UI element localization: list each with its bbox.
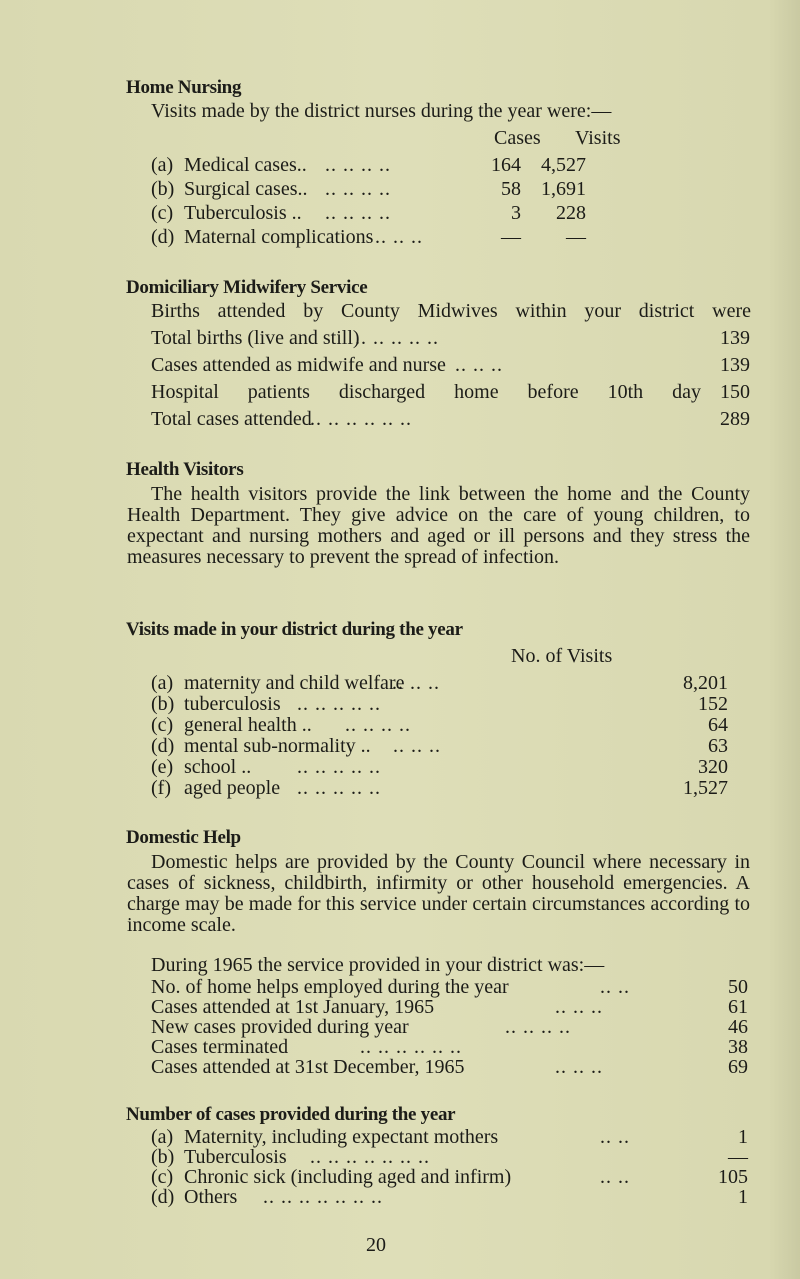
domestic-help-paragraph bbox=[127, 852, 750, 936]
row-label: Cases attended at 1st January, 1965 bbox=[151, 996, 435, 1018]
section-heading-cases-provided: Number of cases provided during the year bbox=[126, 1104, 456, 1125]
leader-dots: .. .. .. .. bbox=[325, 178, 391, 200]
leader-dots: .. .. .. bbox=[455, 354, 503, 376]
row-label: Hospital patients discharged home before 10th day bbox=[151, 381, 701, 403]
visits-value: 4,527 bbox=[541, 154, 586, 176]
row-label: Surgical cases.. bbox=[184, 178, 308, 200]
leader-dots: .. .. bbox=[600, 1166, 630, 1188]
section-heading-midwifery: Domiciliary Midwifery Service bbox=[126, 277, 368, 298]
leader-dots: .. .. .. .. bbox=[345, 714, 411, 736]
domestic-help-intro: During 1965 the service provided in your district was:— bbox=[151, 954, 605, 976]
row-label: maternity and child welfare bbox=[184, 672, 405, 694]
column-header-visits: Visits bbox=[575, 127, 621, 149]
row-value: 64 bbox=[708, 714, 728, 736]
row-value: 1 bbox=[738, 1126, 748, 1148]
row-label: Tuberculosis bbox=[184, 1146, 287, 1168]
section-heading-visits-district: Visits made in your district during the year bbox=[126, 619, 463, 640]
page-number: 20 bbox=[366, 1234, 386, 1256]
leader-dots: .. .. .. bbox=[392, 672, 440, 694]
cases-value: 58 bbox=[501, 178, 521, 200]
leader-dots: .. .. .. .. .. bbox=[297, 756, 381, 778]
row-value: 105 bbox=[718, 1166, 748, 1188]
row-value: 320 bbox=[698, 756, 728, 778]
row-value: — bbox=[728, 1146, 748, 1168]
leader-dots: .. .. .. .. .. .. .. bbox=[310, 1146, 430, 1168]
row-label: school .. bbox=[184, 756, 252, 778]
row-label: Maternal complications bbox=[184, 226, 374, 248]
row-key: (c) bbox=[151, 202, 174, 224]
leader-dots: .. .. .. .. bbox=[325, 154, 391, 176]
row-value: 63 bbox=[708, 735, 728, 757]
row-value: 1 bbox=[738, 1186, 748, 1208]
row-key: (d) bbox=[151, 226, 175, 248]
row-label: general health .. bbox=[184, 714, 312, 736]
cases-value: 164 bbox=[491, 154, 521, 176]
row-key: (d) bbox=[151, 735, 175, 757]
row-key: (b) bbox=[151, 178, 175, 200]
leader-dots: .. .. .. .. bbox=[325, 202, 391, 224]
cases-value: — bbox=[501, 226, 521, 248]
row-value: 1,527 bbox=[683, 777, 728, 799]
row-value: 69 bbox=[728, 1056, 748, 1078]
leader-dots: .. .. .. bbox=[555, 1056, 603, 1078]
row-label: No. of home helps employed during the year bbox=[151, 976, 509, 998]
leader-dots: .. .. .. bbox=[375, 226, 423, 248]
row-label: Medical cases.. bbox=[184, 154, 307, 176]
row-label: Total births (live and still) bbox=[151, 327, 360, 349]
row-key: (b) bbox=[151, 693, 175, 715]
row-key: (a) bbox=[151, 1126, 174, 1148]
visits-value: 1,691 bbox=[541, 178, 586, 200]
home-nursing-intro: Visits made by the district nurses during the year were:— bbox=[151, 100, 612, 122]
row-key: (c) bbox=[151, 1166, 174, 1188]
row-value: 139 bbox=[720, 354, 750, 376]
leader-dots: .. .. .. .. bbox=[505, 1016, 571, 1038]
leader-dots: .. .. .. .. .. bbox=[297, 693, 381, 715]
row-value: 61 bbox=[728, 996, 748, 1018]
section-heading-domestic-help: Domestic Help bbox=[126, 827, 241, 848]
row-value: 150 bbox=[720, 381, 750, 403]
leader-dots: .. .. .. .. .. .. bbox=[310, 408, 412, 430]
row-label: Chronic sick (including aged and infirm) bbox=[184, 1166, 512, 1188]
column-header-no-of-visits: No. of Visits bbox=[511, 645, 613, 667]
cases-value: 3 bbox=[511, 202, 521, 224]
row-label: New cases provided during year bbox=[151, 1016, 409, 1038]
row-value: 152 bbox=[698, 693, 728, 715]
row-label: Cases attended at 31st December, 1965 bbox=[151, 1056, 465, 1078]
leader-dots: .. .. .. .. .. bbox=[297, 777, 381, 799]
section-heading-health-visitors: Health Visitors bbox=[126, 459, 244, 480]
row-key: (e) bbox=[151, 756, 174, 778]
section-heading-home-nursing: Home Nursing bbox=[126, 77, 242, 98]
row-label: Total cases attended bbox=[151, 408, 312, 430]
row-label: aged people bbox=[184, 777, 281, 799]
paragraph-text: Domestic helps are provided by the County Council where necessary in cases of sickness, childbirth, infirmity or other household emergencies. A charge may be made for this service under certain circumstances according to income scale. bbox=[127, 851, 750, 936]
row-value: 289 bbox=[720, 408, 750, 430]
leader-dots: .. .. .. .. .. .. bbox=[360, 1036, 462, 1058]
leader-dots: .. .. .. bbox=[393, 735, 441, 757]
row-label: Others bbox=[184, 1186, 238, 1208]
row-label: tuberculosis bbox=[184, 693, 281, 715]
row-key: (f) bbox=[151, 777, 171, 799]
row-value: 38 bbox=[728, 1036, 748, 1058]
health-visitors-paragraph bbox=[127, 484, 750, 568]
leader-dots: .. .. bbox=[600, 976, 630, 998]
row-label: mental sub-normality .. bbox=[184, 735, 371, 757]
row-label: Maternity, including expectant mothers bbox=[184, 1126, 499, 1148]
row-label: Cases terminated bbox=[151, 1036, 289, 1058]
column-header-cases: Cases bbox=[494, 127, 541, 149]
row-value: 8,201 bbox=[683, 672, 728, 694]
row-label: Cases attended as midwife and nurse bbox=[151, 354, 446, 376]
leader-dots: .. .. .. .. .. .. .. bbox=[263, 1186, 383, 1208]
row-key: (a) bbox=[151, 672, 174, 694]
row-value: 50 bbox=[728, 976, 748, 998]
row-label: Tuberculosis .. bbox=[184, 202, 302, 224]
paragraph-text: The health visitors provide the link between the home and the County Health Department. They give advice on the care of young children, to expectant and nursing mothers and aged or ill persons and they stress the measures necessary to prevent the spread of infection. bbox=[127, 483, 750, 568]
visits-value: — bbox=[566, 226, 586, 248]
leader-dots: .. .. .. .. .. bbox=[355, 327, 439, 349]
row-value: 46 bbox=[728, 1016, 748, 1038]
visits-value: 228 bbox=[556, 202, 586, 224]
midwifery-intro: Births attended by County Midwives within your district were bbox=[151, 300, 751, 322]
leader-dots: .. .. .. bbox=[555, 996, 603, 1018]
row-key: (c) bbox=[151, 714, 174, 736]
row-value: 139 bbox=[720, 327, 750, 349]
row-key: (b) bbox=[151, 1146, 175, 1168]
row-key: (d) bbox=[151, 1186, 175, 1208]
row-key: (a) bbox=[151, 154, 174, 176]
leader-dots: .. .. bbox=[600, 1126, 630, 1148]
